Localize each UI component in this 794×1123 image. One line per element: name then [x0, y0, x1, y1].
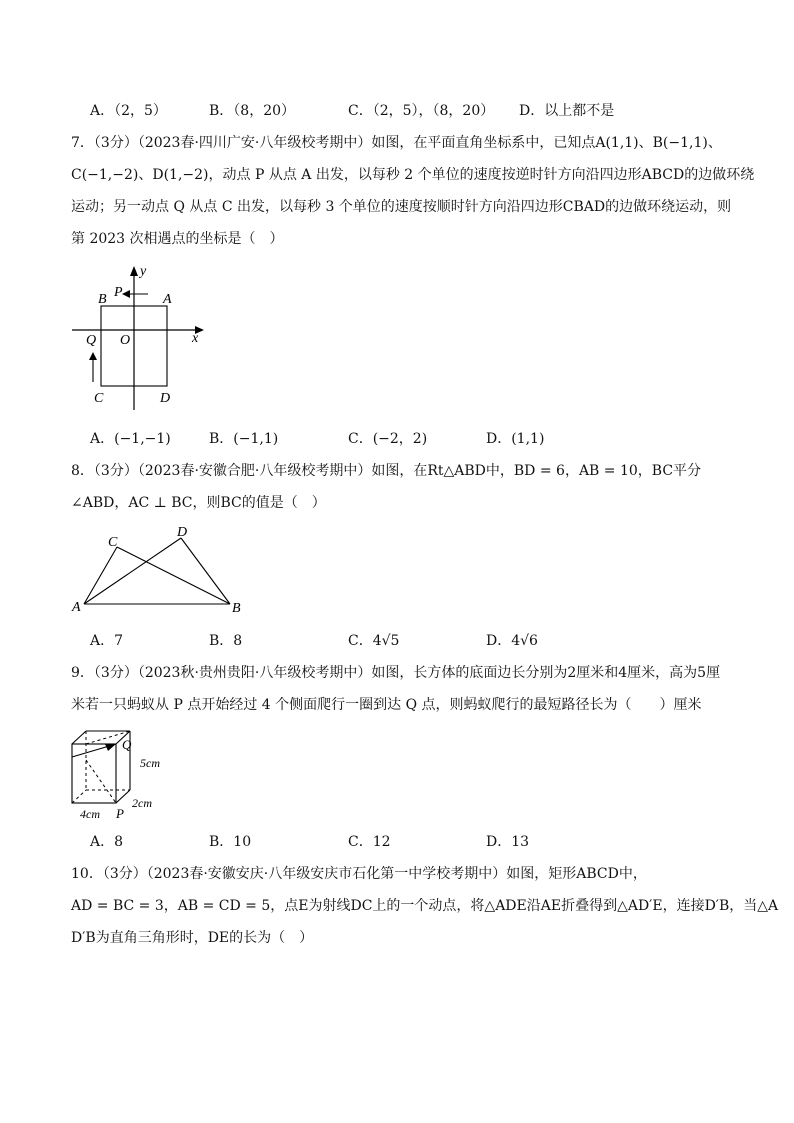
- q9-label-height: 5cm: [140, 756, 160, 770]
- q9-stem-line-2: 米若一只蚂蚁从 P 点开始经过 4 个侧面爬行一圈到达 Q 点，则蚂蚁爬行的最短路径长为（ ）厘米: [71, 697, 702, 713]
- q7-label-y: y: [140, 264, 147, 279]
- q8-label-b: B: [232, 601, 241, 616]
- q7-label-o: O: [120, 333, 131, 348]
- q10-stem-line-1: 10．（3分）（2023春·安徽安庆·八年级安庆市石化第一中学校考期中）如图，矩形ABCD中，: [71, 866, 647, 882]
- q7-label-q: Q: [86, 333, 97, 348]
- q8-option-d: D．4√6: [486, 633, 538, 649]
- q7-stem-line-2: C(−1,−2)、D(1,−2)，动点 P 从点 A 出发，以每秒 2 个单位的速度按逆时针方向沿四边形ABCD的边做环绕: [71, 167, 755, 183]
- q6-option-d: D．以上都不是: [519, 103, 615, 119]
- q7-option-a: A．(−1,−1): [90, 431, 171, 447]
- q8-label-a: A: [72, 600, 81, 615]
- q10-stem-line-2: AD = BC = 3，AB = CD = 5，点E为射线DC上的一个动点，将△ADE沿AE折叠得到△AD′E，连接D′B，当△A: [71, 898, 779, 914]
- q8-stem-line-1: 8．（3分）（2023春·安徽合肥·八年级校考期中）如图，在Rt△ABD中，BD = 6，AB = 10，BC平分: [71, 463, 702, 479]
- q9-stem-line-1: 9．（3分）（2023秋·贵州贵阳·八年级校考期中）如图，长方体的底面边长分别为2厘米和4厘米，高为5厘: [71, 665, 721, 681]
- q7-option-c: C．(−2，2): [348, 431, 428, 447]
- q7-option-d: D．(1,1): [486, 431, 545, 447]
- q7-stem-line-4: 第 2023 次相遇点的坐标是（ ）: [71, 231, 284, 247]
- q7-label-a: A: [163, 292, 172, 307]
- q7-label-p: P: [114, 285, 123, 300]
- q8-option-b: B．8: [209, 633, 243, 649]
- q9-label-depth: 2cm: [132, 796, 152, 810]
- q9-option-a: A．8: [90, 834, 124, 850]
- q7-stem-line-3: 运动；另一动点 Q 从点 C 出发，以每秒 3 个单位的速度按顺时针方向沿四边形CBAD的边做环绕运动，则: [71, 199, 732, 215]
- q8-option-a: A．7: [90, 633, 124, 649]
- q7-label-c: C: [94, 391, 104, 406]
- q9-label-p: P: [116, 806, 124, 821]
- q9-option-c: C．12: [348, 834, 391, 850]
- q10-stem-line-3: D′B为直角三角形时，DE的长为（ ）: [71, 930, 314, 946]
- q6-option-b: B．（8，20）: [209, 103, 296, 119]
- q8-label-d: D: [177, 525, 188, 540]
- q8-label-c: C: [108, 535, 118, 550]
- q9-label-width: 4cm: [80, 807, 100, 821]
- q9-front-face: [72, 744, 116, 803]
- q9-bottom-right-connector: [116, 790, 130, 803]
- q7-option-b: B．(−1,1): [209, 431, 279, 447]
- q7-label-d: D: [160, 391, 171, 406]
- q9-hidden-depth-edge: [72, 790, 86, 803]
- q9-option-b: B．10: [209, 834, 252, 850]
- q6-option-c: C．（2，5），（8，20）: [348, 103, 495, 119]
- q7-label-b: B: [98, 292, 107, 307]
- q9-label-q: Q: [122, 737, 132, 752]
- q9-option-d: D．13: [486, 834, 530, 850]
- q9-top-left-connector: [72, 731, 86, 744]
- q7-stem-line-1: 7．（3分）（2023春·四川广安·八年级校考期中）如图，在平面直角坐标系中，已知点A(1,1)、B(−1,1)、: [71, 135, 722, 151]
- q7-label-x: x: [192, 331, 199, 346]
- q8-stem-line-2: ∠ABD，AC ⊥ BC，则BC的值是（ ）: [71, 495, 326, 511]
- q9-path-segment-3: [86, 760, 116, 803]
- q9-path-arrow-icon: [105, 744, 116, 751]
- q8-option-c: C．4√5: [348, 633, 400, 649]
- q6-option-a: A．（2，5）: [90, 103, 167, 119]
